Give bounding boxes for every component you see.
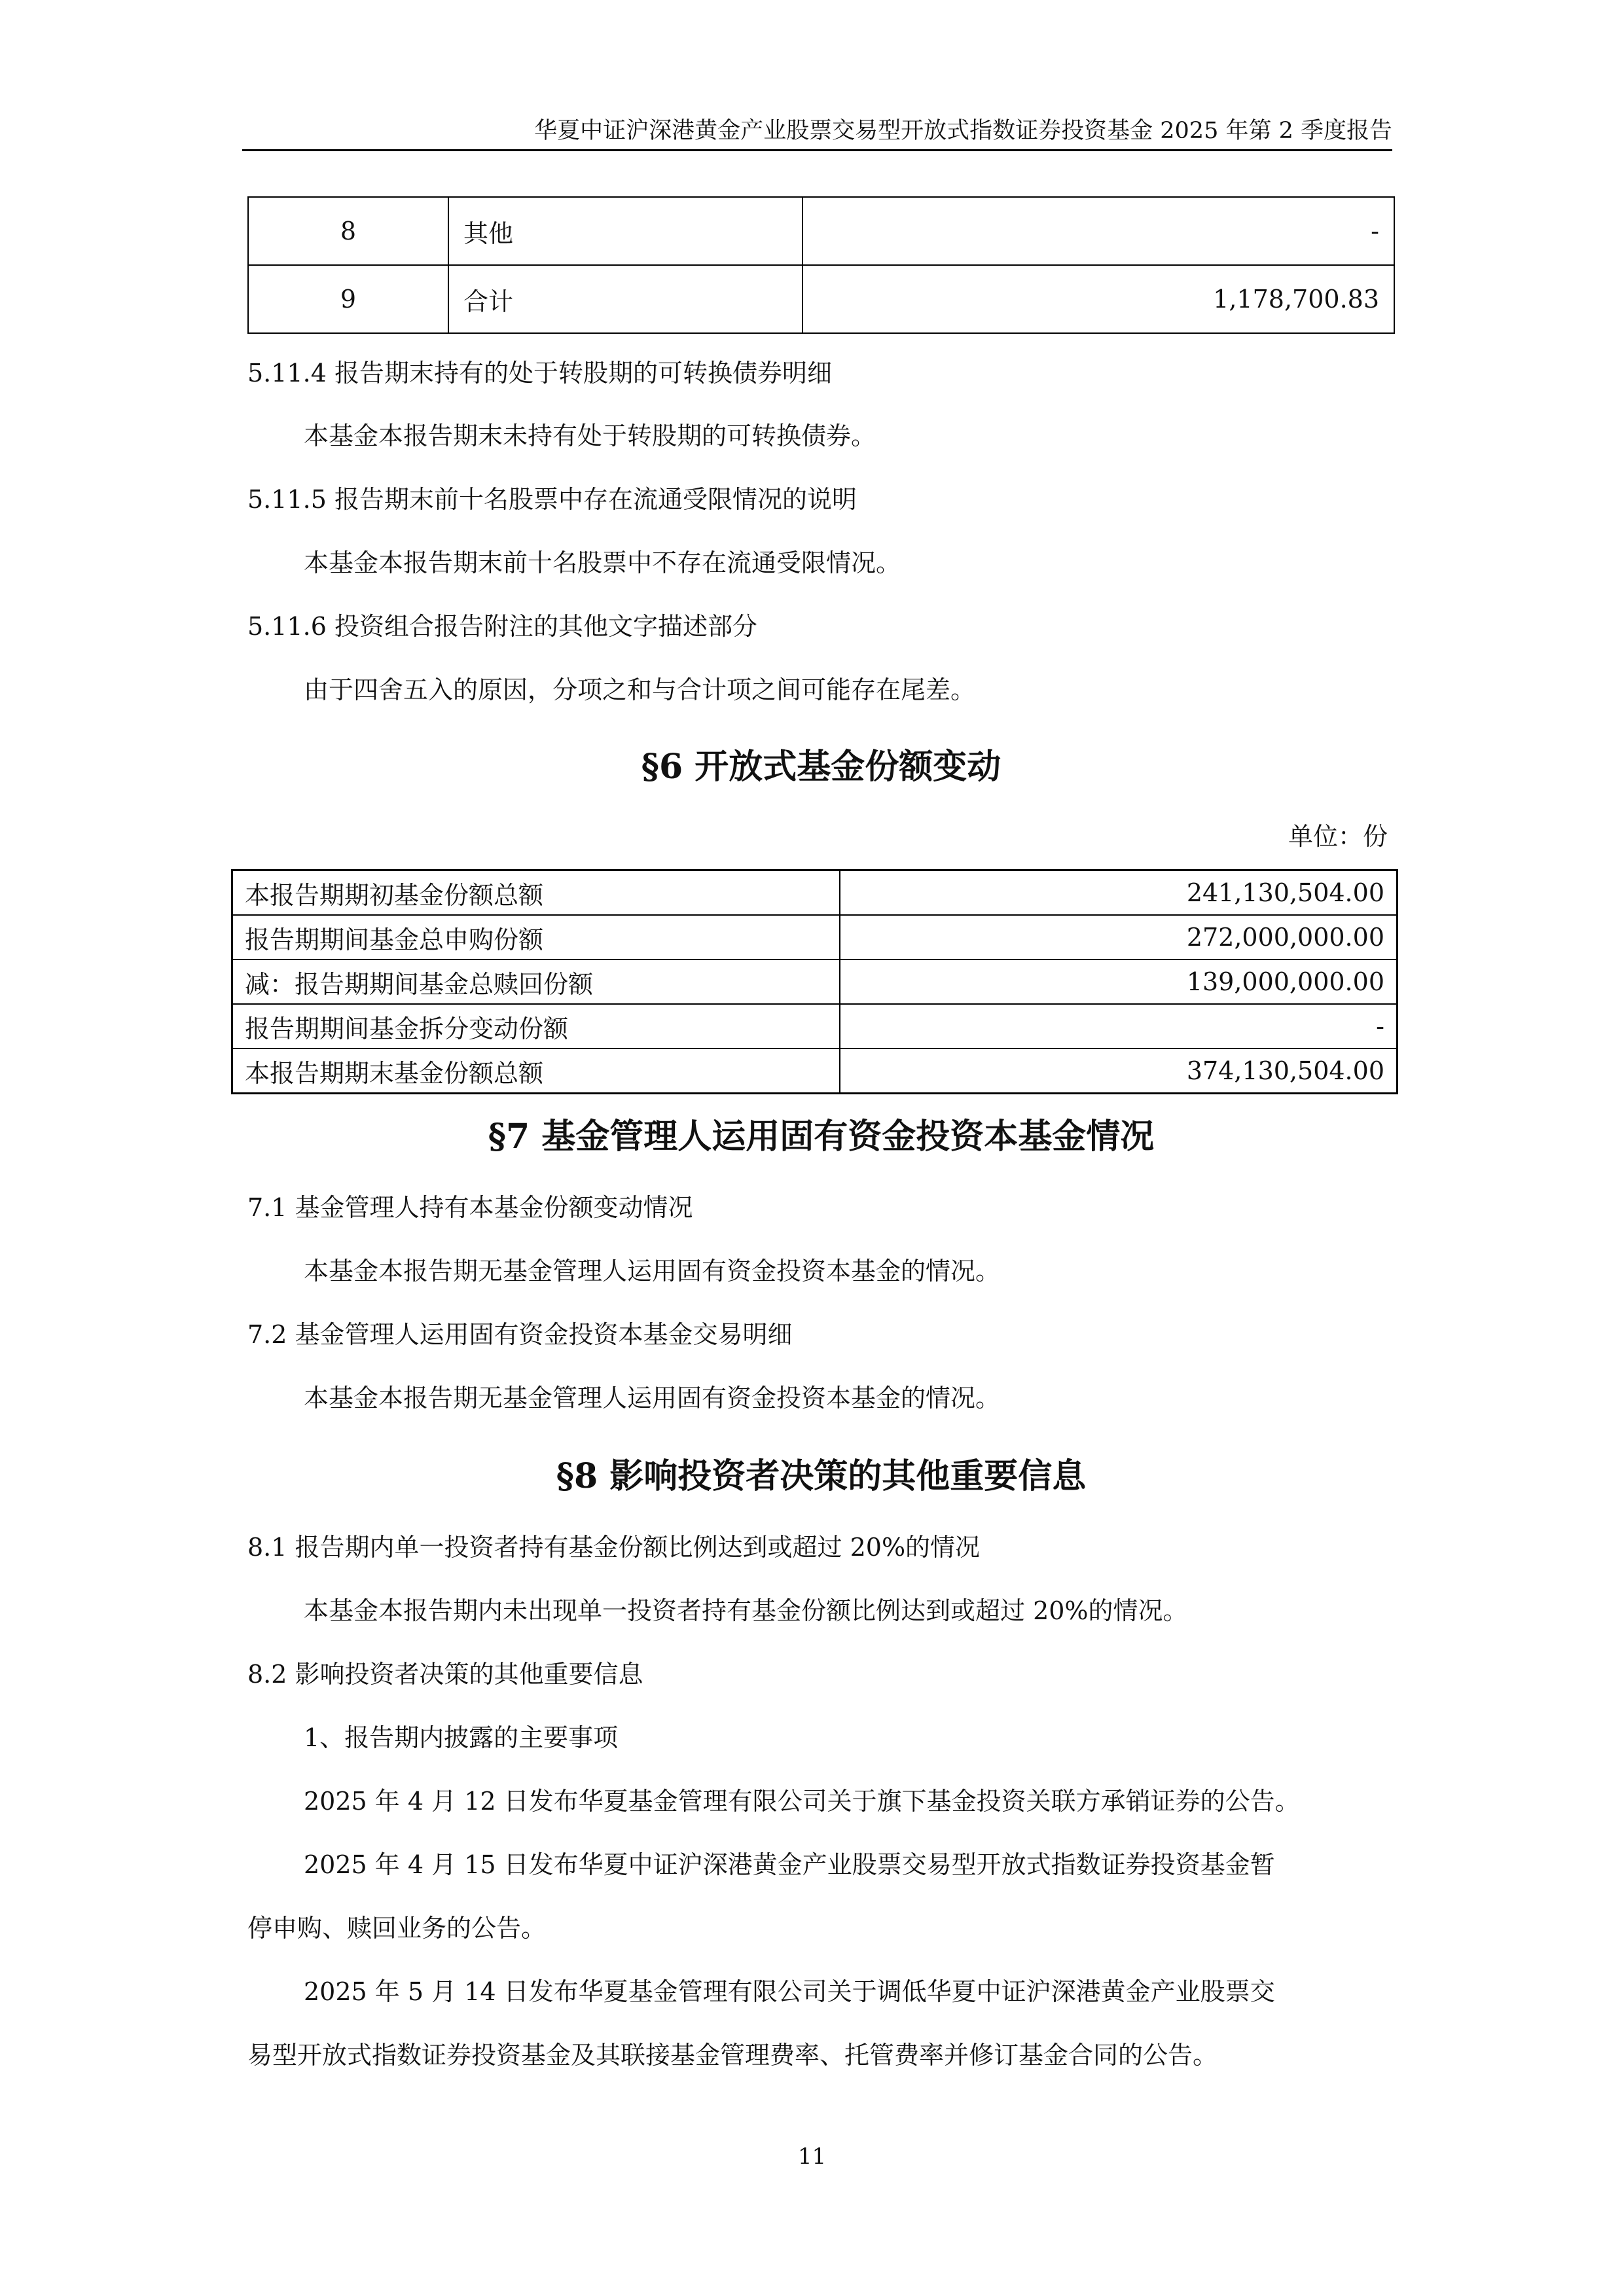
table-cell-label: 报告期期间基金拆分变动份额 (232, 1004, 840, 1049)
table-cell-value: 272,000,000.00 (840, 915, 1398, 960)
body-5-11-4: 本基金本报告期末未持有处于转股期的可转换债券。 (304, 422, 876, 450)
table-cell-label: 本报告期期初基金份额总额 (232, 870, 840, 916)
running-header: 华夏中证沪深港黄金产业股票交易型开放式指数证券投资基金 2025 年第 2 季度报告 (534, 118, 1392, 144)
unit-label: 单位：份 (1288, 822, 1388, 851)
table-row (232, 960, 1398, 1004)
section-6-title: §6 开放式基金份额变动 (641, 747, 1001, 787)
heading-8-2: 8.2 影响投资者决策的其他重要信息 (247, 1660, 643, 1689)
table-cell-value: 374,130,504.00 (840, 1049, 1398, 1094)
table-row (232, 915, 1398, 960)
table-cell-value: - (840, 1004, 1398, 1049)
section-8-title: §8 影响投资者决策的其他重要信息 (556, 1456, 1087, 1496)
table-row (232, 870, 1398, 916)
table-row (248, 265, 1394, 333)
heading-5-11-4: 5.11.4 报告期末持有的处于转股期的可转换债券明细 (247, 359, 832, 387)
table-cell-value: 139,000,000.00 (840, 960, 1398, 1004)
table-fund-share-changes (231, 869, 1398, 1094)
table-cell-label: 减：报告期期间基金总赎回份额 (232, 960, 840, 1004)
announcement-3-line2: 易型开放式指数证券投资基金及其联接基金管理费率、托管费率并修订基金合同的公告。 (247, 2041, 1218, 2070)
heading-5-11-5: 5.11.5 报告期末前十名股票中存在流通受限情况的说明 (247, 485, 857, 514)
announcement-3-line1: 2025 年 5 月 14 日发布华夏基金管理有限公司关于调低华夏中证沪深港黄金产业股票交 (304, 1977, 1275, 2006)
table-row (248, 197, 1394, 265)
heading-7-1: 7.1 基金管理人持有本基金份额变动情况 (247, 1193, 693, 1222)
body-5-11-6: 由于四舍五入的原因，分项之和与合计项之间可能存在尾差。 (304, 675, 976, 704)
body-7-2: 本基金本报告期无基金管理人运用固有资金投资本基金的情况。 (304, 1384, 1001, 1412)
table-cell-label: 本报告期期末基金份额总额 (232, 1049, 840, 1094)
table-cell-no: 9 (248, 265, 448, 333)
table-cell-value: 1,178,700.83 (803, 265, 1394, 333)
heading-7-2: 7.2 基金管理人运用固有资金投资本基金交易明细 (247, 1320, 793, 1349)
announcement-1: 2025 年 4 月 12 日发布华夏基金管理有限公司关于旗下基金投资关联方承销证券的公告。 (304, 1787, 1300, 1816)
heading-8-1: 8.1 报告期内单一投资者持有基金份额比例达到或超过 20%的情况 (247, 1533, 981, 1562)
table-row (232, 1049, 1398, 1094)
section-7-title: §7 基金管理人运用固有资金投资本基金情况 (488, 1117, 1155, 1157)
table-cell-no: 8 (248, 197, 448, 265)
heading-5-11-6: 5.11.6 投资组合报告附注的其他文字描述部分 (247, 612, 757, 641)
table-cell-name: 合计 (448, 265, 803, 333)
body-5-11-5: 本基金本报告期末前十名股票中不存在流通受限情况。 (304, 548, 901, 577)
table-cell-value: 241,130,504.00 (840, 870, 1398, 916)
table-cell-value: - (803, 197, 1394, 265)
announcement-2-line1: 2025 年 4 月 15 日发布华夏中证沪深港黄金产业股票交易型开放式指数证券投资基金暂 (304, 1850, 1275, 1879)
announcement-2-line2: 停申购、赎回业务的公告。 (247, 1914, 547, 1943)
table-cell-name: 其他 (448, 197, 803, 265)
table-bond-holdings-tail (247, 196, 1395, 334)
body-8-1: 本基金本报告期内未出现单一投资者持有基金份额比例达到或超过 20%的情况。 (304, 1596, 1188, 1625)
body-7-1: 本基金本报告期无基金管理人运用固有资金投资本基金的情况。 (304, 1257, 1001, 1285)
list-item-heading: 1、报告期内披露的主要事项 (304, 1723, 619, 1752)
table-row (232, 1004, 1398, 1049)
table-cell-label: 报告期期间基金总申购份额 (232, 915, 840, 960)
header-rule (242, 149, 1392, 151)
page-number: 11 (797, 2144, 827, 2170)
